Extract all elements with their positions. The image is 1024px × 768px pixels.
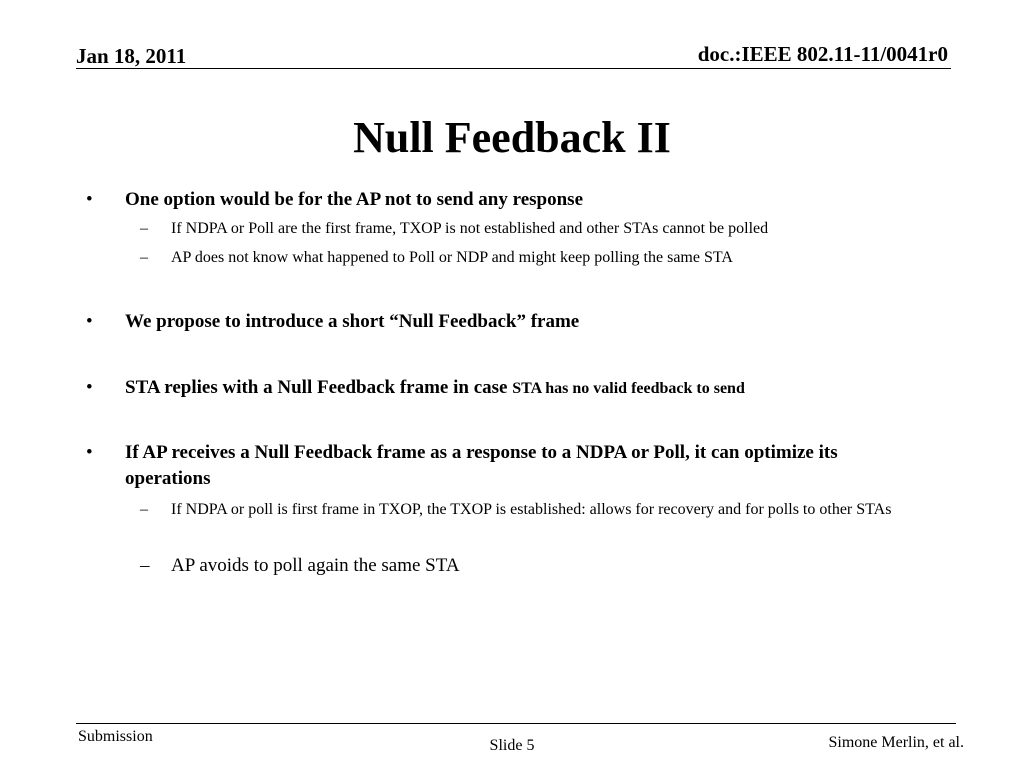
bullet-text: One option would be for the AP not to send any response xyxy=(125,189,584,210)
footer-submission: Submission xyxy=(78,728,153,745)
sub-bullet-marker: – xyxy=(140,501,148,518)
header-doc-id: doc.:IEEE 802.11-11/0041r0 xyxy=(697,42,948,66)
sub-bullet-text: AP does not know what happened to Poll or NDP and might keep polling the same STA xyxy=(171,249,733,266)
bullet-marker: • xyxy=(86,189,93,210)
sub-bullet-text: AP avoids to poll again the same STA xyxy=(171,555,460,576)
bullet-marker: • xyxy=(86,311,93,332)
bullet-text: If AP receives a Null Feedback frame as a response to a NDPA or Poll, it can optimize its operations xyxy=(125,442,838,489)
sub-bullet-marker: – xyxy=(140,220,148,237)
footer-divider xyxy=(76,723,956,724)
bullet-marker: • xyxy=(86,377,93,398)
bullet-text xyxy=(125,375,905,402)
sub-bullet-text: If NDPA or Poll are the first frame, TXOP is not established and other STAs cannot be polled xyxy=(171,220,769,237)
bullet-text-main: STA replies with a Null Feedback frame in case xyxy=(125,377,508,398)
bullet-text-small: STA has no valid feedback to send xyxy=(512,380,745,397)
sub-bullet-marker: – xyxy=(140,249,148,266)
sub-bullet-marker: – xyxy=(140,555,150,576)
footer-slide-number: Slide 5 xyxy=(489,737,535,754)
sub-bullet-text: If NDPA or poll is first frame in TXOP, the TXOP is established: allows for recovery and for polls to other STAs xyxy=(171,501,892,518)
header-date: Jan 18, 2011 xyxy=(76,44,187,68)
bullet-text: We propose to introduce a short “Null Feedback” frame xyxy=(125,311,580,332)
bullet-marker: • xyxy=(86,442,93,463)
header-divider xyxy=(76,68,951,69)
slide-title: Null Feedback II xyxy=(353,113,671,162)
footer-author: Simone Merlin, et al. xyxy=(828,734,964,751)
